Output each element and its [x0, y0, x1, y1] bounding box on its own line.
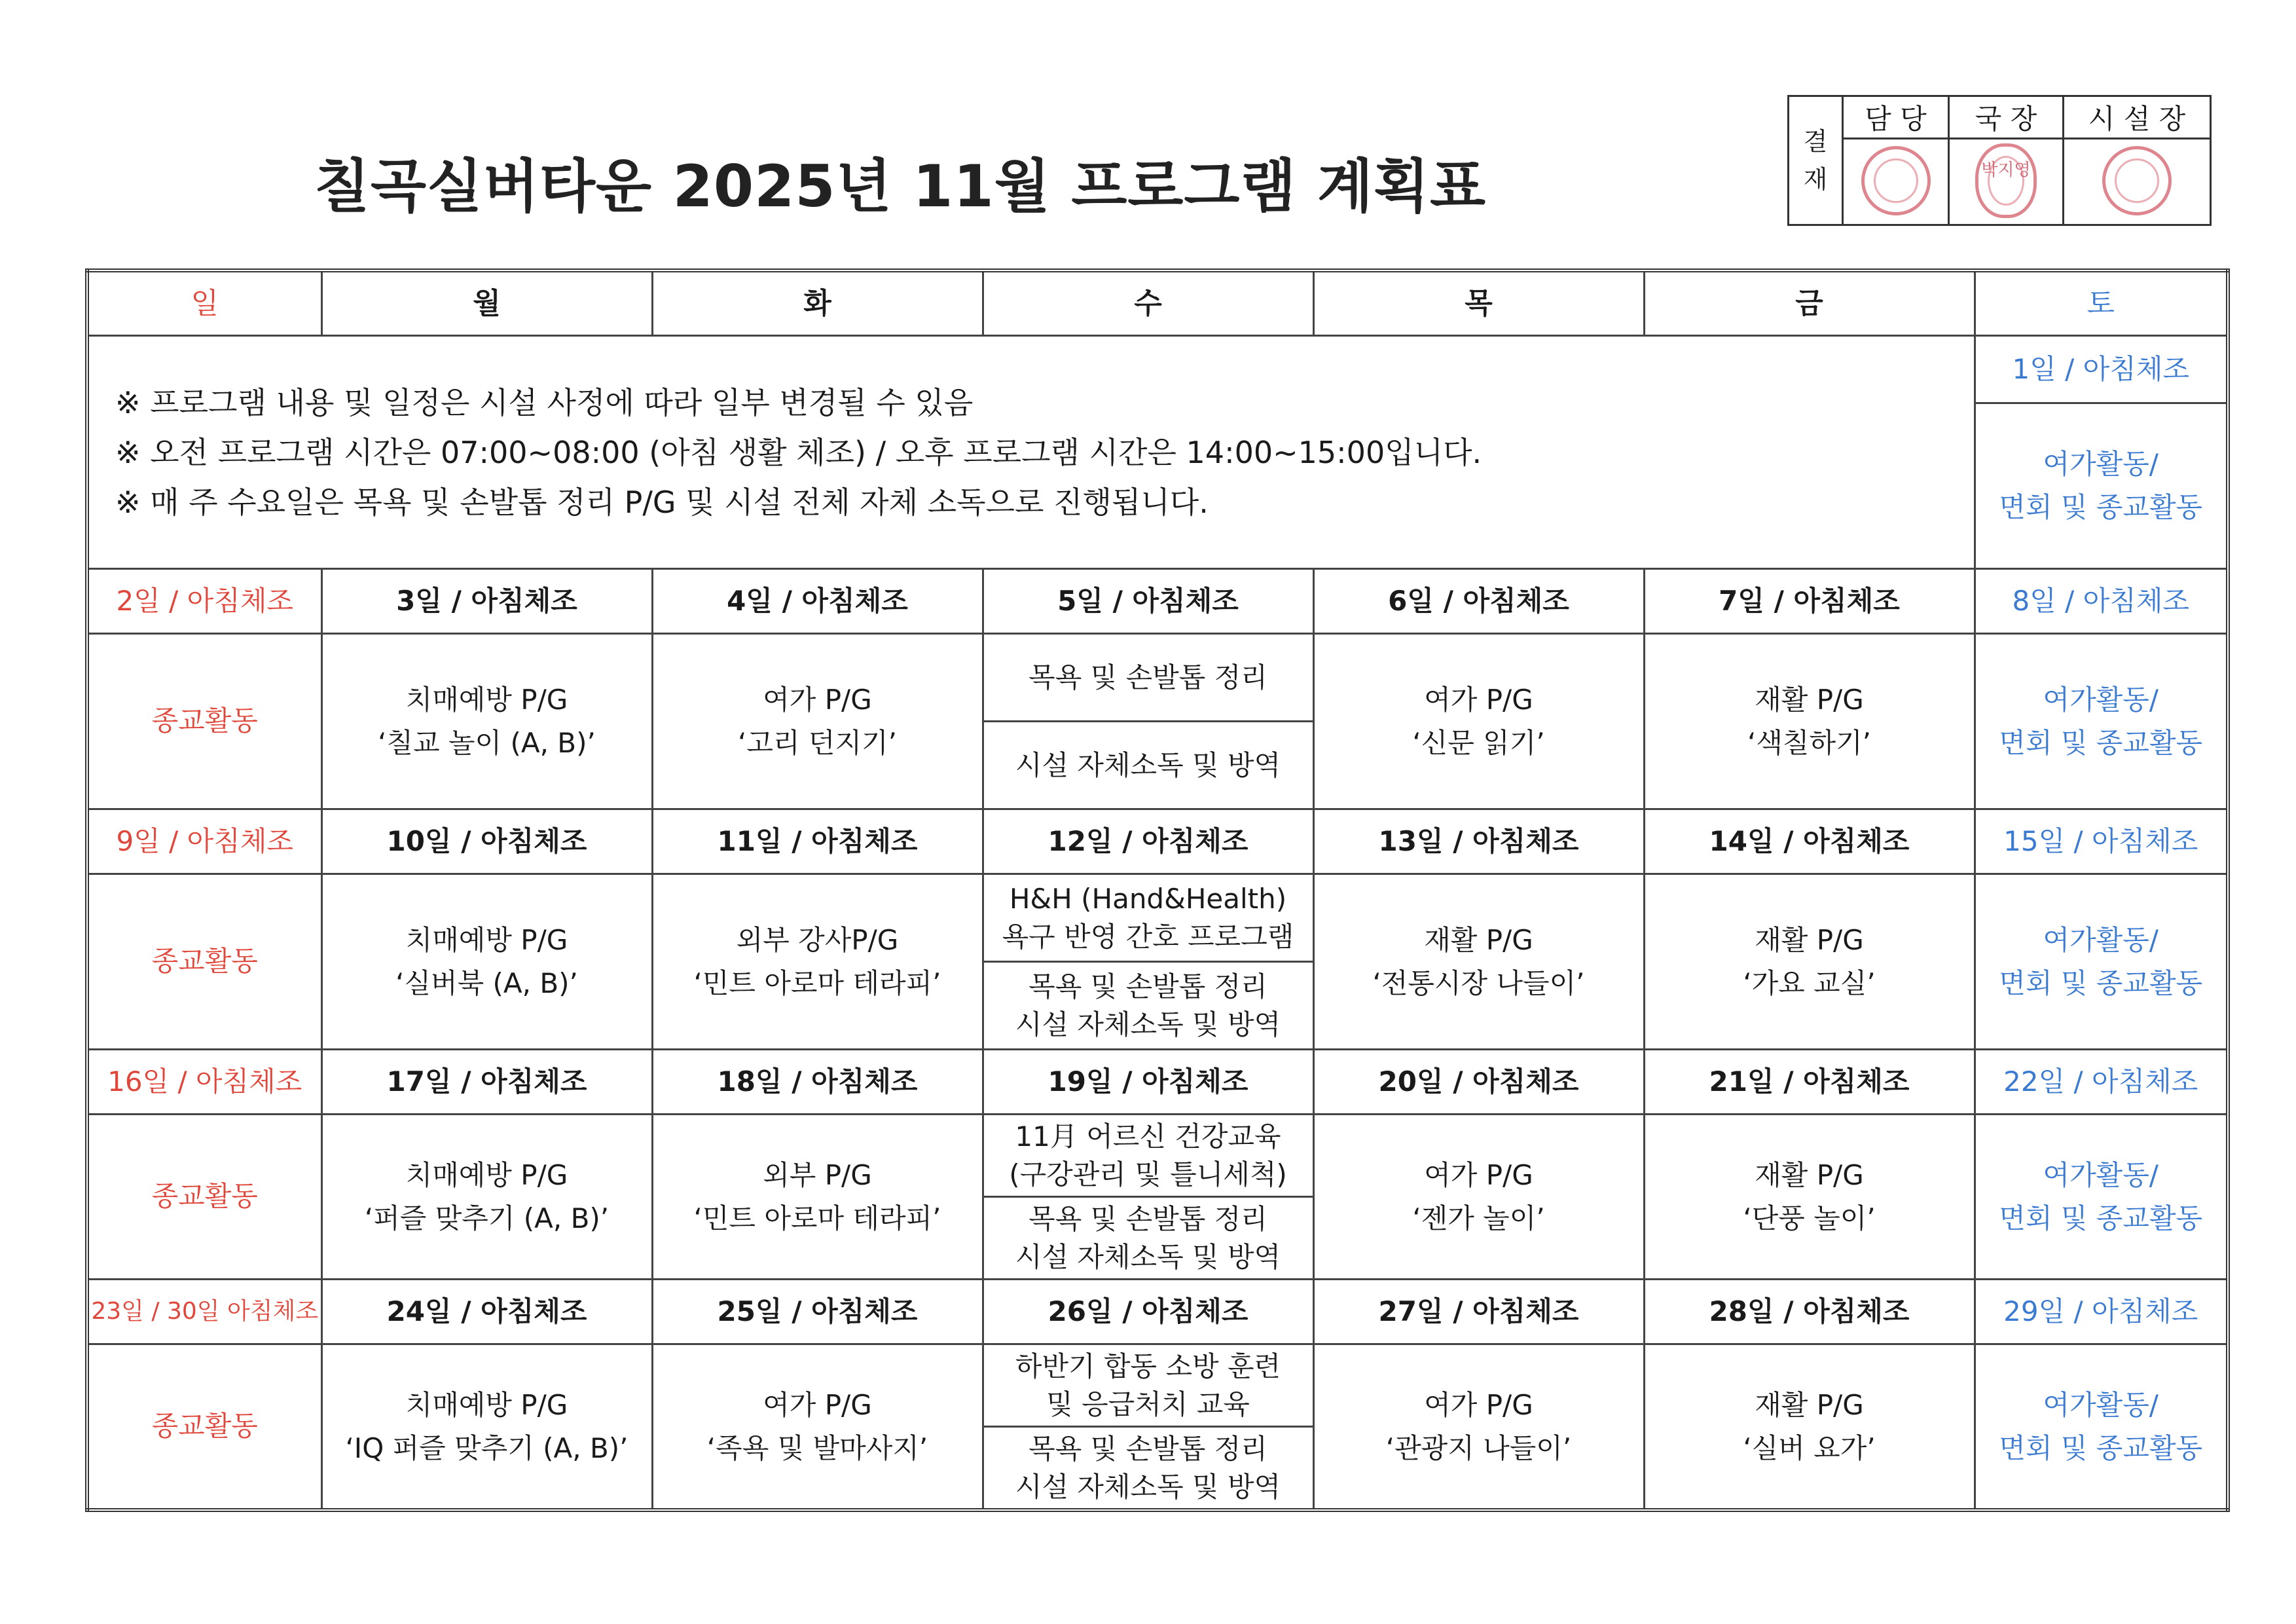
day-head-tue: 18일 / 아침체조 — [652, 1050, 983, 1115]
program-wed — [983, 1344, 1313, 1511]
day-head-mon: 10일 / 아침체조 — [321, 809, 652, 874]
day-head-row — [87, 809, 2228, 874]
program-line: 면회 및 종교활동 — [1999, 967, 2203, 999]
program-line: ‘족욕 및 발마사지’ — [706, 1431, 928, 1464]
day-head-fri: 7일 / 아침체조 — [1644, 569, 1975, 634]
day-head-row — [87, 1280, 2228, 1344]
program-line: 재활 P/G — [1755, 1158, 1864, 1191]
seal-stamp-icon — [1975, 143, 2037, 218]
program-line: ‘색칠하기’ — [1747, 726, 1871, 759]
approval-role-staff: 담 당 — [1843, 96, 1949, 139]
program-line: 여가활동/ — [2043, 448, 2159, 480]
program-line: H&H (Hand&Health) — [1009, 882, 1287, 915]
day-head-sun: 9일 / 아침체조 — [87, 809, 321, 874]
program-row — [87, 1344, 2228, 1511]
program-line: 하반기 합동 소방 훈련 — [1015, 1350, 1281, 1382]
weekday-mon: 월 — [321, 270, 652, 336]
day-head-sat: 8일 / 아침체조 — [1975, 569, 2228, 634]
program-thu — [1313, 1115, 1644, 1280]
day-head-sun: 16일 / 아침체조 — [87, 1050, 321, 1115]
program-line: 여가 P/G — [1424, 683, 1533, 716]
day-head-tue: 25일 / 아침체조 — [652, 1280, 983, 1344]
program-line: 목욕 및 손발톱 정리 — [1029, 970, 1267, 1003]
day-head-sun: 2일 / 아침체조 — [87, 569, 321, 634]
weekday-sat: 토 — [1975, 270, 2228, 336]
program-fri — [1644, 1115, 1975, 1280]
program-line: ‘실버 요가’ — [1743, 1431, 1876, 1464]
wednesday-split — [984, 635, 1313, 808]
day-head-fri: 21일 / 아침체조 — [1644, 1050, 1975, 1115]
program-line: 재활 P/G — [1755, 1388, 1864, 1421]
program-line: 목욕 및 손발톱 정리 — [1029, 1432, 1267, 1465]
program-sat — [1975, 634, 2228, 809]
approval-role-head: 시 설 장 — [2064, 96, 2211, 139]
seal-name: 박지영 — [1981, 160, 2031, 180]
program-line: 욕구 반영 간호 프로그램 — [1002, 920, 1294, 953]
day-head-wed: 12일 / 아침체조 — [983, 809, 1313, 874]
day-head-mon: 17일 / 아침체조 — [321, 1050, 652, 1115]
note-line: ※ 매 주 수요일은 목욕 및 손발톱 정리 P/G 및 시설 전체 자체 소독으로 진행됩니다. — [115, 484, 1209, 520]
program-line: 여가활동/ — [2043, 1158, 2159, 1191]
program-line: 시설 자체소독 및 방역 — [1015, 1470, 1281, 1503]
program-fri — [1644, 634, 1975, 809]
day-head-sat: 15일 / 아침체조 — [1975, 809, 2228, 874]
day-head-thu: 6일 / 아침체조 — [1313, 569, 1644, 634]
program-line: ‘고리 던지기’ — [738, 726, 897, 759]
program-tue — [652, 1344, 983, 1511]
weekday-header-row — [87, 270, 2228, 336]
program-line: ‘신문 읽기’ — [1412, 726, 1545, 759]
program-line: 여가활동/ — [2043, 923, 2159, 956]
program-line: 외부 강사P/G — [736, 923, 899, 956]
program-line: 여가 P/G — [1424, 1388, 1533, 1421]
day-head-fri: 14일 / 아침체조 — [1644, 809, 1975, 874]
program-line: 시설 자체소독 및 방역 — [1015, 1240, 1281, 1273]
program-line: 여가활동/ — [2043, 683, 2159, 716]
program-wed — [983, 874, 1313, 1050]
program-line: ‘IQ 퍼즐 맞추기 (A, B)’ — [345, 1431, 629, 1464]
weekday-thu: 목 — [1313, 270, 1644, 336]
program-line: ‘단풍 놀이’ — [1743, 1202, 1876, 1234]
day-head-thu: 27일 / 아침체조 — [1313, 1280, 1644, 1344]
program-thu — [1313, 1344, 1644, 1511]
notes-block — [87, 336, 1975, 569]
program-line: 목욕 및 손발톱 정리 — [1029, 661, 1267, 693]
program-line: ‘전통시장 나들이’ — [1372, 967, 1585, 999]
program-sun: 종교활동 — [87, 1115, 321, 1280]
wednesday-split — [984, 1115, 1313, 1278]
page-title: 칠곡실버타운 2025년 11월 프로그램 계획표 — [314, 153, 1487, 220]
day-head-sun: 23일 / 30일 아침체조 — [87, 1280, 321, 1344]
program-fri — [1644, 874, 1975, 1050]
program-line: 치매예방 P/G — [405, 923, 568, 956]
day-head-tue: 4일 / 아침체조 — [652, 569, 983, 634]
program-thu — [1313, 874, 1644, 1050]
seal-stamp-icon — [2102, 146, 2172, 215]
program-fri — [1644, 1344, 1975, 1511]
program-line: 면회 및 종교활동 — [1999, 726, 2203, 759]
program-line: 치매예방 P/G — [405, 1158, 568, 1191]
wed-top-program — [984, 1115, 1313, 1197]
program-sun: 종교활동 — [87, 874, 321, 1050]
approval-stamp-staff — [1843, 139, 1949, 225]
program-line: 치매예방 P/G — [405, 1388, 568, 1421]
note-line: ※ 프로그램 내용 및 일정은 시설 사정에 따라 일부 변경될 수 있음 — [115, 384, 974, 420]
day-head-wed: 19일 / 아침체조 — [983, 1050, 1313, 1115]
approval-role-director: 국 장 — [1949, 96, 2064, 139]
program-line: 면회 및 종교활동 — [1999, 1202, 2203, 1234]
program-line: 여가 P/G — [1424, 1158, 1533, 1191]
program-line: 여가활동/ — [2043, 1388, 2159, 1421]
program-wed — [983, 1115, 1313, 1280]
program-row — [87, 874, 2228, 1050]
program-line: 여가 P/G — [763, 1388, 872, 1421]
day-head-sat: 29일 / 아침체조 — [1975, 1280, 2228, 1344]
day-head-thu: 13일 / 아침체조 — [1313, 809, 1644, 874]
program-line: ‘퍼즐 맞추기 (A, B)’ — [364, 1202, 610, 1234]
approval-stamp-director — [1949, 139, 2064, 225]
approval-label-bottom: 재 — [1803, 165, 1828, 194]
wed-bottom-program — [984, 962, 1313, 1049]
program-line: ‘실버북 (A, B)’ — [395, 967, 578, 999]
wed-bottom-program — [984, 722, 1313, 809]
wed-top-program — [984, 1345, 1313, 1427]
program-line: 목욕 및 손발톱 정리 — [1029, 1202, 1267, 1235]
program-mon — [321, 874, 652, 1050]
approval-stamp-head — [2064, 139, 2211, 225]
note-line: ※ 오전 프로그램 시간은 07:00~08:00 (아침 생활 체조) / 오후 프로그램 시간은 14:00~15:00입니다. — [115, 434, 1482, 470]
day-head-wed: 26일 / 아침체조 — [983, 1280, 1313, 1344]
day-head-sat: 22일 / 아침체조 — [1975, 1050, 2228, 1115]
program-sat — [1975, 403, 2228, 569]
program-line: ‘민트 아로마 테라피’ — [693, 967, 941, 999]
program-line: 11月 어르신 건강교육 — [1015, 1120, 1281, 1153]
weekday-sun: 일 — [87, 270, 321, 336]
program-line: 여가 P/G — [763, 683, 872, 716]
wednesday-split — [984, 875, 1313, 1048]
program-line: ‘관광지 나들이’ — [1385, 1431, 1572, 1464]
program-line: 면회 및 종교활동 — [1999, 1431, 2203, 1464]
program-sat — [1975, 1344, 2228, 1511]
wed-bottom-program — [984, 1197, 1313, 1279]
wed-bottom-program — [984, 1427, 1313, 1509]
day-head-tue: 11일 / 아침체조 — [652, 809, 983, 874]
program-calendar — [85, 268, 2230, 1512]
day-head-mon: 24일 / 아침체조 — [321, 1280, 652, 1344]
program-line: ‘젠가 놀이’ — [1412, 1202, 1545, 1234]
day-head-wed: 5일 / 아침체조 — [983, 569, 1313, 634]
program-line: ‘칠교 놀이 (A, B)’ — [378, 726, 596, 759]
program-tue — [652, 874, 983, 1050]
day-head-fri: 28일 / 아침체조 — [1644, 1280, 1975, 1344]
program-tue — [652, 634, 983, 809]
program-row — [87, 634, 2228, 809]
approval-box — [1787, 95, 2212, 226]
program-sat — [1975, 1115, 2228, 1280]
seal-stamp-icon — [1861, 146, 1931, 215]
program-tue — [652, 1115, 983, 1280]
program-thu — [1313, 634, 1644, 809]
program-mon — [321, 634, 652, 809]
wed-top-program — [984, 875, 1313, 962]
program-line: 외부 P/G — [763, 1158, 872, 1191]
program-line: ‘민트 아로마 테라피’ — [693, 1202, 941, 1234]
program-sun: 종교활동 — [87, 1344, 321, 1511]
day-head-row — [87, 569, 2228, 634]
program-line: 재활 P/G — [1755, 923, 1864, 956]
program-row — [87, 1115, 2228, 1280]
program-line: 면회 및 종교활동 — [1999, 491, 2203, 523]
program-line: 치매예방 P/G — [405, 683, 568, 716]
program-line: 시설 자체소독 및 방역 — [1015, 748, 1281, 781]
program-line: 시설 자체소독 및 방역 — [1015, 1008, 1281, 1041]
approval-label-top: 결 — [1803, 127, 1828, 156]
wednesday-split — [984, 1345, 1313, 1508]
program-mon — [321, 1344, 652, 1511]
program-sat — [1975, 874, 2228, 1050]
program-line: 재활 P/G — [1424, 923, 1533, 956]
weekday-tue: 화 — [652, 270, 983, 336]
weekday-wed: 수 — [983, 270, 1313, 336]
weekday-fri: 금 — [1644, 270, 1975, 336]
program-line: 재활 P/G — [1755, 683, 1864, 716]
program-line: 및 응급처치 교육 — [1046, 1388, 1250, 1420]
program-mon — [321, 1115, 652, 1280]
day-head-mon: 3일 / 아침체조 — [321, 569, 652, 634]
wed-top-program — [984, 635, 1313, 722]
program-line: ‘가요 교실’ — [1743, 967, 1876, 999]
day-head-row — [87, 1050, 2228, 1115]
program-wed — [983, 634, 1313, 809]
program-sun: 종교활동 — [87, 634, 321, 809]
day-head-thu: 20일 / 아침체조 — [1313, 1050, 1644, 1115]
program-line: (구강관리 및 틀니세척) — [1009, 1158, 1287, 1190]
day-head-sat: 1일 / 아침체조 — [1975, 336, 2228, 403]
approval-label — [1789, 96, 1843, 225]
